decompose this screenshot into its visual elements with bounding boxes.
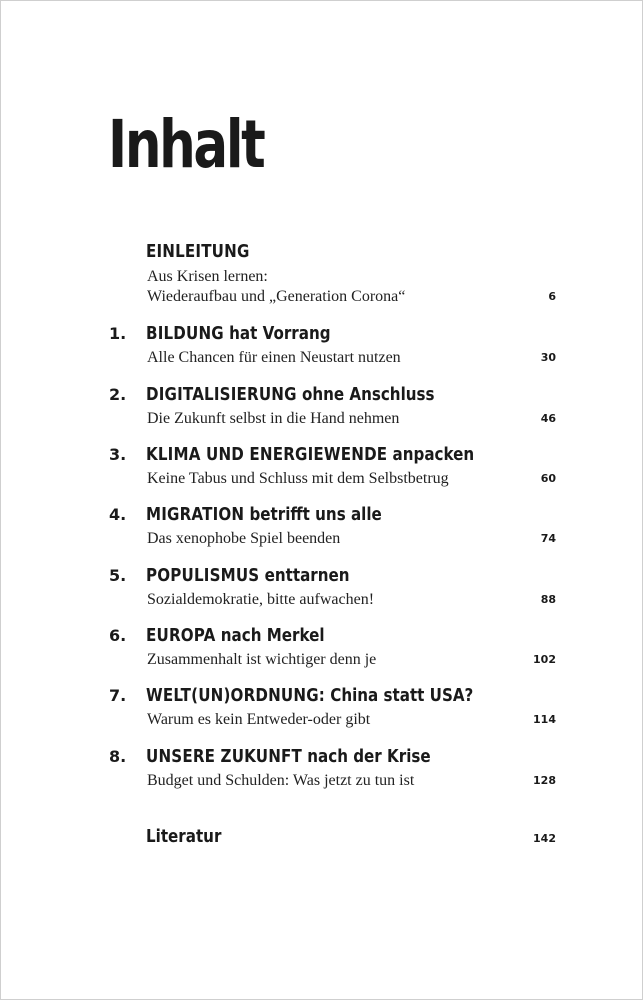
toc-heading: KLIMA UND ENERGIEWENDE anpacken — [146, 444, 475, 465]
toc-heading: WELT(UN)ORDNUNG: China statt USA? — [146, 685, 474, 706]
toc-chapter-number: 1. — [109, 324, 127, 343]
toc-subtitle-line: Keine Tabus und Schluss mit dem Selbstbetrug — [147, 470, 449, 487]
toc-heading: EINLEITUNG — [146, 241, 250, 262]
toc-chapter-number: 5. — [109, 566, 127, 585]
toc-page-number: 102 — [533, 653, 556, 666]
toc-chapter-number: 7. — [109, 686, 127, 705]
toc-heading: MIGRATION betrifft uns alle — [146, 504, 382, 525]
toc-chapter-number: 4. — [109, 505, 127, 524]
toc-heading: Literatur — [146, 826, 222, 847]
toc-page-number: 60 — [540, 472, 556, 485]
toc-subtitle-line: Budget und Schulden: Was jetzt zu tun ist — [147, 772, 415, 789]
toc-heading: UNSERE ZUKUNFT nach der Krise — [146, 746, 431, 767]
toc-page-number: 74 — [540, 532, 556, 545]
toc-page-number: 88 — [540, 593, 556, 606]
toc-subtitle-line: Sozialdemokratie, bitte aufwachen! — [147, 591, 375, 608]
toc-page-number: 142 — [533, 832, 556, 845]
toc-page-number: 128 — [533, 774, 556, 787]
page-title: Inhalt — [108, 106, 264, 183]
toc-subtitle-line: Alle Chancen für einen Neustart nutzen — [147, 349, 401, 366]
toc-chapter-number: 8. — [109, 747, 127, 766]
toc-heading: BILDUNG hat Vorrang — [146, 323, 331, 344]
toc-chapter-number: 6. — [109, 626, 127, 645]
toc-subtitle-line: Warum es kein Entweder-oder gibt — [147, 711, 371, 728]
toc-subtitle-line: Das xenophobe Spiel beenden — [147, 530, 341, 547]
toc-page-number: 30 — [540, 351, 556, 364]
toc-chapter-number: 2. — [109, 385, 127, 404]
toc-heading: POPULISMUS enttarnen — [146, 565, 350, 586]
toc-page-number: 46 — [540, 412, 556, 425]
toc-page-number: 6 — [548, 290, 556, 303]
toc-subtitle-line: Zusammenhalt ist wichtiger denn je — [147, 651, 377, 668]
toc-chapter-number: 3. — [109, 445, 127, 464]
toc-subtitle-line: Aus Krisen lernen: — [147, 268, 268, 285]
toc-subtitle-line: Die Zukunft selbst in die Hand nehmen — [147, 410, 400, 427]
toc-subtitle-line: Wiederaufbau und „Generation Corona“ — [147, 288, 406, 305]
toc-page-number: 114 — [533, 713, 556, 726]
toc-heading: EUROPA nach Merkel — [146, 625, 325, 646]
toc-heading: DIGITALISIERUNG ohne Anschluss — [146, 384, 435, 405]
